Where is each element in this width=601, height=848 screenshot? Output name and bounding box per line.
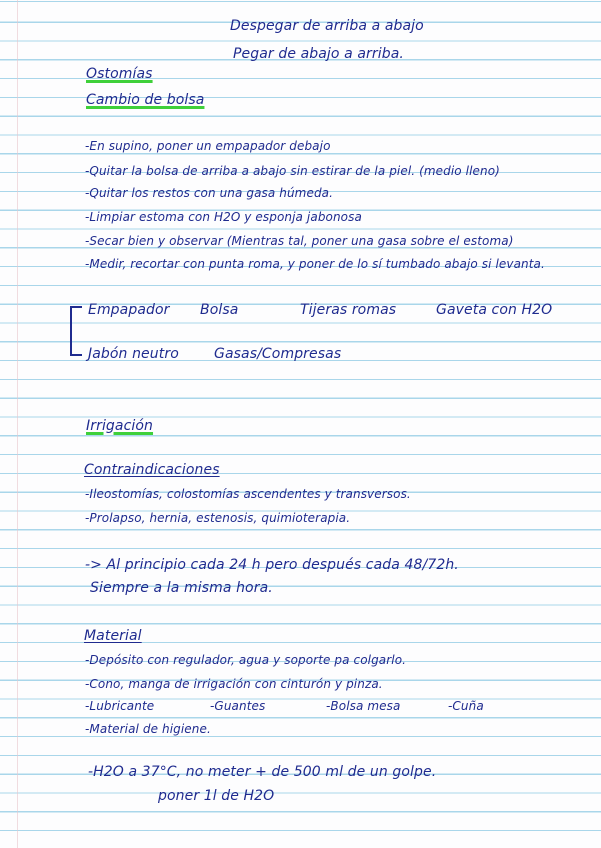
water-line-1: -H2O a 37°C, no meter + de 500 ml de un golpe. xyxy=(88,764,437,780)
frequency-line-2: Siempre a la misma hora. xyxy=(90,580,273,596)
irrig-material-lubricante: -Lubricante xyxy=(85,699,155,713)
contra-2: -Prolapso, hernia, estenosis, quimioterapia. xyxy=(85,511,351,525)
water-line-2: poner 1l de H2O xyxy=(158,788,275,804)
section-title-irrigacion: Irrigación xyxy=(86,418,154,434)
material-gaveta: Gaveta con H2O xyxy=(436,302,553,318)
irrig-material-2: -Cono, manga de irrigación con cinturón y pinza. xyxy=(85,677,383,691)
material-empapador: Empapador xyxy=(88,302,170,318)
contra-1: -Ileostomías, colostomías ascendentes y transversos. xyxy=(85,487,411,501)
step-2: -Quitar la bolsa de arriba a abajo sin estirar de la piel. (medio lleno) xyxy=(85,164,500,178)
step-4: -Limpiar estoma con H2O y esponja jabonosa xyxy=(85,210,362,224)
margin-line xyxy=(17,0,18,848)
step-5: -Secar bien y observar (Mientras tal, poner una gasa sobre el estoma) xyxy=(85,234,514,248)
frequency-line-1: -> Al principio cada 24 h pero después cada 48/72h. xyxy=(85,557,459,573)
header-line-2: Pegar de abajo a arriba. xyxy=(233,46,404,62)
step-1: -En supino, poner un empapador debajo xyxy=(85,139,331,153)
material-title: Material xyxy=(84,628,142,644)
step-3: -Quitar los restos con una gasa húmeda. xyxy=(85,186,334,200)
irrig-material-1: -Depósito con regulador, agua y soporte pa colgarlo. xyxy=(85,653,407,667)
irrig-material-guantes: -Guantes xyxy=(210,699,266,713)
irrig-material-higiene: -Material de higiene. xyxy=(85,722,211,736)
material-tijeras: Tijeras romas xyxy=(300,302,397,318)
step-6: -Medir, recortar con punta roma, y poner de lo sí tumbado abajo si levanta. xyxy=(85,257,545,271)
section-title-ostomias: Ostomías xyxy=(86,66,153,82)
material-jabon: Jabón neutro xyxy=(88,346,179,362)
material-bolsa: Bolsa xyxy=(200,302,239,318)
contraindicaciones-title: Contraindicaciones xyxy=(84,462,220,478)
subtitle-cambio-bolsa: Cambio de bolsa xyxy=(86,92,205,108)
material-gasas: Gasas/Compresas xyxy=(214,346,342,362)
materials-brace xyxy=(70,306,82,356)
header-line-1: Despegar de arriba a abajo xyxy=(230,18,424,34)
irrig-material-cuna: -Cuña xyxy=(448,699,484,713)
irrig-material-bolsa: -Bolsa mesa xyxy=(326,699,401,713)
